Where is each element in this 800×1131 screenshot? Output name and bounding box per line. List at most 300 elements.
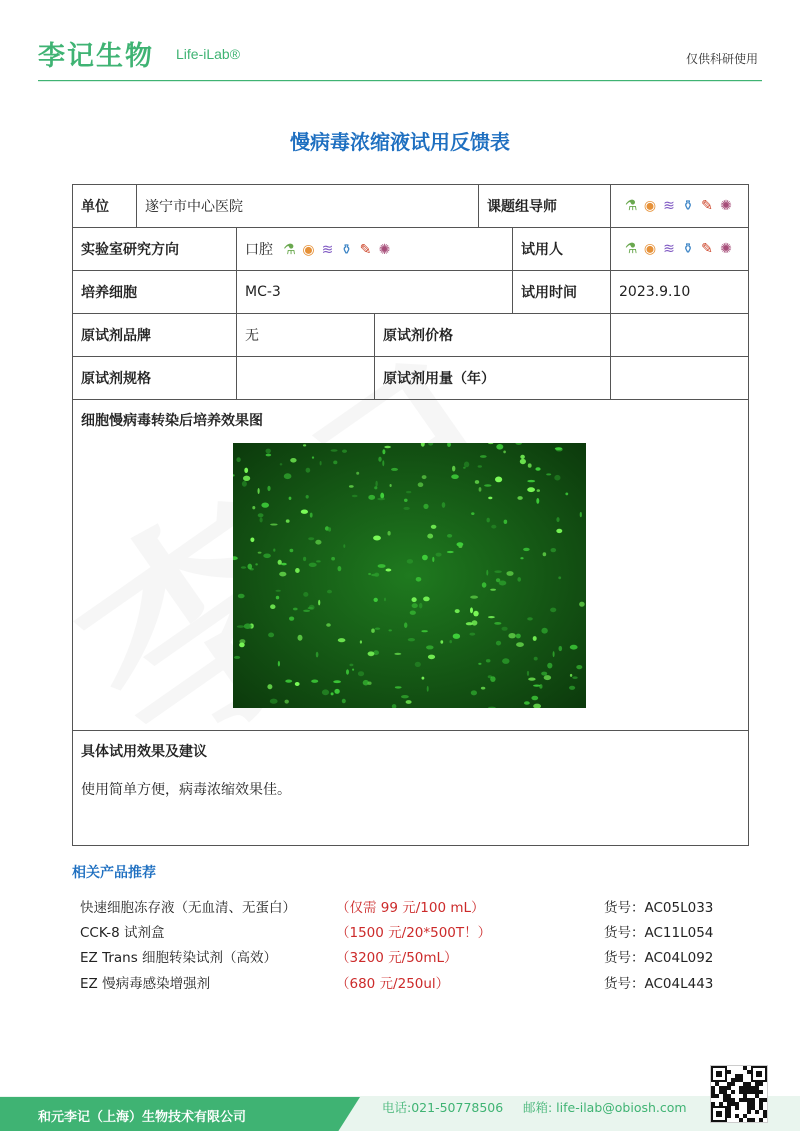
suggestion-text: 使用简单方便，病毒浓缩效果佳。 — [81, 782, 291, 798]
cell-spot — [506, 571, 513, 576]
lab-direction-cell — [237, 228, 513, 271]
product-price: （3200 元/50mL） — [336, 950, 458, 966]
cell-spot — [328, 527, 331, 531]
cell-spot — [572, 676, 577, 679]
qr-module — [763, 1110, 767, 1114]
cell-spot — [293, 608, 298, 611]
cell-spot — [349, 485, 354, 488]
cell-spot — [537, 489, 540, 492]
cell-spot — [285, 700, 289, 704]
orig-usage-label: 原试剂用量（年） — [375, 357, 611, 400]
beaker-icon: ⚱ — [340, 242, 353, 258]
qr-module — [739, 1118, 743, 1122]
qr-module — [747, 1082, 751, 1086]
cell-spot — [260, 518, 263, 523]
lab-direction-label: 实验室研究方向 — [73, 228, 237, 271]
cell-spot — [482, 582, 487, 587]
atom-icon: ✺ — [720, 198, 732, 214]
cell-spot — [544, 675, 551, 680]
cell-spot — [238, 594, 245, 599]
cell-spot — [471, 512, 474, 515]
product-name: EZ Trans 细胞转染试剂（高效） — [80, 950, 278, 966]
qr-module — [723, 1086, 727, 1090]
trial-user-value — [611, 228, 749, 271]
footer-phone: 电话:021-50778506 — [382, 1100, 504, 1115]
cell-spot — [442, 502, 446, 508]
cell-spot — [527, 487, 535, 492]
cell-spot — [258, 513, 264, 517]
cell-spot — [394, 653, 401, 655]
cell-spot — [427, 534, 433, 539]
qr-module — [759, 1118, 763, 1122]
lab-direction-value: 口腔 — [245, 242, 273, 258]
product-price: （680 元/250ul） — [336, 976, 450, 992]
cell-spot — [480, 455, 487, 458]
trial-time-label: 试用时间 — [513, 271, 611, 314]
qr-module — [755, 1094, 759, 1098]
cell-spot — [270, 604, 275, 609]
qr-module — [739, 1090, 743, 1094]
cell-spot — [463, 467, 466, 469]
footer-company: 和元李记（上海）生物技术有限公司 — [38, 1110, 247, 1125]
research-only-note: 仅供科研使用 — [685, 52, 758, 66]
cell-spot — [263, 554, 271, 559]
cell-spot — [410, 611, 416, 615]
cell-spot — [408, 638, 415, 641]
cell-spot — [298, 635, 303, 641]
qr-module — [747, 1090, 751, 1094]
cell-spot — [315, 540, 321, 545]
qr-code — [710, 1065, 768, 1123]
orig-spec-label: 原试剂规格 — [73, 357, 237, 400]
pi-label: 课题组导师 — [479, 185, 611, 228]
suggestion-section — [73, 731, 749, 846]
qr-module — [727, 1094, 731, 1098]
cell-spot — [303, 610, 310, 612]
cell-spot — [273, 549, 275, 552]
cell-spot — [382, 460, 384, 466]
header-divider-shadow — [38, 81, 762, 82]
qr-module — [755, 1110, 759, 1114]
cell-spot — [289, 497, 292, 500]
cell-spot — [495, 477, 502, 483]
cell-spot — [490, 589, 496, 591]
orig-spec-value — [237, 357, 375, 400]
qr-module — [751, 1098, 755, 1102]
beaker-icon: ⚱ — [682, 198, 694, 214]
qr-module — [747, 1110, 751, 1114]
qr-module — [759, 1082, 763, 1086]
cell-spot — [375, 481, 377, 487]
qr-module — [759, 1090, 763, 1094]
qr-module — [727, 1114, 731, 1118]
icon-strip — [281, 241, 392, 259]
cell-spot — [447, 534, 452, 538]
cell-spot — [389, 629, 392, 631]
image-section-label: 细胞慢病毒转染后培养效果图 — [81, 413, 263, 429]
qr-module — [731, 1102, 735, 1106]
related-products-title: 相关产品推荐 — [72, 865, 156, 881]
cell-spot — [327, 590, 332, 594]
cell-spot — [278, 661, 280, 667]
qr-module — [755, 1086, 759, 1090]
logo-text: 李记生物 — [38, 41, 154, 72]
cell-spot — [377, 498, 385, 500]
trial-time-value: 2023.9.10 — [611, 271, 749, 314]
cell-spot — [481, 687, 485, 690]
cell-spot — [416, 577, 422, 582]
cell-spot — [452, 466, 455, 472]
atom-icon: ✺ — [378, 242, 391, 258]
cell-spot — [579, 602, 585, 607]
cell-spot — [473, 611, 478, 617]
flask-icon: ⚗ — [624, 198, 638, 214]
cell-spot — [373, 536, 381, 541]
cell-spot — [378, 564, 386, 568]
cell-spot — [484, 484, 491, 487]
cell-spot — [268, 633, 274, 638]
product-code: 货号：AC04L443 — [604, 976, 714, 992]
trial-user-label: 试用人 — [513, 228, 611, 271]
cell-spot — [496, 641, 501, 646]
cell-spot — [528, 463, 532, 467]
cell-spot — [559, 646, 563, 651]
cell-spot — [241, 566, 246, 569]
cell-spot — [301, 510, 308, 514]
cell-spot — [556, 517, 559, 522]
cell-spot — [470, 607, 473, 613]
beaker-icon: ⚱ — [682, 241, 694, 257]
cell-spot — [310, 513, 313, 518]
unit-value: 遂宁市中心医院 — [137, 185, 479, 228]
cell-spot — [248, 564, 253, 570]
qr-module — [711, 1086, 715, 1090]
cell-spot — [331, 692, 334, 695]
cell-spot — [517, 496, 522, 500]
cell-spot — [453, 634, 460, 639]
cell-spot — [338, 566, 342, 571]
cell-spot — [368, 495, 375, 500]
cell-spot — [504, 520, 508, 524]
cell-spot — [320, 461, 322, 465]
cell-spot — [502, 658, 509, 664]
orig-brand-value: 无 — [237, 314, 375, 357]
qr-module — [735, 1102, 739, 1106]
page-title: 慢病毒浓缩液试用反馈表 — [290, 130, 510, 154]
cell-spot — [469, 633, 475, 636]
cell-spot — [428, 655, 435, 660]
qr-module — [743, 1090, 747, 1094]
cell-spot — [368, 651, 375, 656]
cell-spot — [390, 484, 392, 487]
cell-spot — [290, 549, 294, 552]
cell-spot — [556, 447, 563, 451]
cell-spot — [554, 475, 560, 481]
orig-brand-label: 原试剂品牌 — [73, 314, 237, 357]
cell-spot — [322, 689, 329, 695]
qr-module — [747, 1086, 751, 1090]
cell-spot — [316, 560, 321, 562]
cell-spot — [374, 598, 378, 602]
cell-spot — [356, 472, 359, 475]
cell-spot — [406, 700, 412, 704]
cell-spot — [536, 498, 539, 504]
cell-spot — [508, 633, 515, 638]
qr-module — [735, 1078, 739, 1082]
cell-spot — [309, 563, 317, 567]
cell-spot — [431, 525, 437, 529]
cell-spot — [558, 576, 561, 579]
cell-spot — [280, 463, 283, 465]
cell-spot — [378, 457, 381, 462]
cell-spot — [457, 542, 464, 546]
cell-spot — [449, 640, 452, 643]
cell-spot — [494, 622, 501, 625]
qr-module — [751, 1118, 755, 1122]
dna-icon: ≋ — [663, 198, 675, 214]
cell-spot — [478, 663, 481, 665]
suggestion-label: 具体试用效果及建议 — [81, 744, 207, 760]
cell-spot — [258, 552, 262, 554]
cell-spot — [528, 678, 535, 681]
cell-spot — [333, 461, 337, 465]
footer-email: 邮箱: life-ilab@obiosh.com — [523, 1100, 687, 1115]
product-name: EZ 慢病毒感染增强剂 — [80, 976, 211, 992]
qr-module — [735, 1106, 739, 1110]
cell-spot — [371, 629, 375, 633]
cell-spot — [258, 488, 260, 494]
qr-module — [751, 1102, 755, 1106]
flask-icon: ⚗ — [624, 241, 638, 257]
cell-spot — [255, 563, 258, 565]
qr-module — [723, 1090, 727, 1094]
qr-module — [719, 1090, 723, 1094]
cell-spot — [306, 468, 311, 473]
cell-spot — [331, 449, 338, 451]
cell-spot — [239, 639, 245, 644]
cell-spot — [285, 680, 292, 683]
cell-spot — [496, 444, 503, 450]
product-row — [0, 946, 800, 966]
cell-spot — [524, 701, 530, 705]
cell-spot — [427, 686, 429, 692]
product-code: 货号：AC11L054 — [604, 925, 714, 941]
cell-spot — [546, 473, 551, 475]
cell-spot — [422, 677, 425, 680]
cell-spot — [388, 531, 391, 536]
cell-spot — [312, 456, 314, 458]
cell-spot — [553, 651, 555, 657]
cell-spot — [576, 665, 582, 669]
qr-module — [751, 1086, 755, 1090]
cell-spot — [547, 663, 552, 669]
product-price: （1500 元/20*500T！） — [336, 925, 492, 941]
product-price: （仅需 99 元/100 mL） — [336, 900, 485, 916]
pipette-icon: ✎ — [701, 198, 713, 214]
qr-module — [759, 1106, 763, 1110]
cell-spot — [252, 506, 255, 509]
cell-spot — [539, 684, 542, 689]
qr-module — [755, 1090, 759, 1094]
cell-spot — [517, 577, 521, 582]
cell-spot — [276, 596, 279, 600]
cell-spot — [491, 525, 496, 529]
cell-spot — [270, 699, 278, 704]
cell-spot — [516, 634, 521, 639]
cell-spot — [516, 642, 524, 647]
cell-spot — [374, 486, 377, 489]
cell-spot — [279, 572, 286, 577]
orig-price-value — [611, 314, 749, 357]
cell-spot — [490, 676, 495, 682]
cell-spot — [395, 686, 402, 688]
qr-module — [723, 1098, 727, 1102]
cell-spot — [550, 608, 556, 613]
cell-spot — [375, 628, 380, 630]
qr-module — [719, 1086, 723, 1090]
product-row — [0, 896, 800, 916]
qr-module — [711, 1094, 715, 1098]
product-row — [0, 972, 800, 992]
cell-spot — [570, 674, 572, 677]
cell-spot — [406, 491, 411, 493]
cell-spot — [486, 570, 488, 576]
cell-spot — [527, 617, 533, 620]
cell-spot — [404, 622, 407, 628]
pi-value — [611, 185, 749, 228]
qr-module — [747, 1118, 751, 1122]
qr-finder-center — [716, 1111, 722, 1117]
qr-module — [743, 1082, 747, 1086]
qr-module — [731, 1082, 735, 1086]
cell-spot — [423, 504, 428, 509]
cell-spot — [502, 627, 508, 631]
cell-spot — [267, 486, 270, 491]
product-code: 货号：AC05L033 — [604, 900, 714, 916]
cell-spot — [499, 581, 507, 586]
cell-spot — [352, 669, 354, 671]
cell-spot — [418, 482, 424, 487]
qr-module — [711, 1102, 715, 1106]
cell-spot — [520, 455, 525, 459]
cell-spot — [486, 659, 491, 662]
icon-strip — [623, 197, 734, 215]
qr-module — [727, 1098, 731, 1102]
qr-module — [743, 1066, 747, 1070]
qr-module — [743, 1094, 747, 1098]
cell-spot — [358, 671, 364, 676]
qr-module — [727, 1106, 731, 1110]
cell-spot — [488, 497, 492, 500]
product-row — [0, 921, 800, 941]
cell-spot — [242, 481, 247, 487]
cell-spot — [527, 671, 529, 676]
cell-spot — [349, 664, 353, 667]
cell-spot — [267, 684, 272, 689]
cell-spot — [237, 625, 244, 628]
qr-module — [731, 1090, 735, 1094]
cell-spot — [363, 680, 369, 686]
cell-spot — [266, 449, 271, 454]
cell-spot — [422, 475, 427, 479]
cell-spot — [261, 503, 269, 508]
qr-module — [747, 1106, 751, 1110]
pipette-icon: ✎ — [701, 241, 713, 257]
qr-module — [759, 1102, 763, 1106]
fluorescence-micrograph — [233, 443, 586, 708]
cell-spot — [503, 451, 506, 454]
product-name: CCK-8 试剂盒 — [80, 925, 165, 941]
cell-spot — [333, 680, 341, 683]
cell-spot — [290, 458, 296, 463]
qr-module — [715, 1094, 719, 1098]
cell-spot — [266, 454, 272, 457]
qr-module — [727, 1082, 731, 1086]
cell-spot — [535, 467, 540, 471]
cell-spot — [432, 557, 434, 562]
qr-module — [739, 1078, 743, 1082]
cell-spot — [478, 465, 482, 467]
cell-spot — [403, 507, 409, 510]
cell-spot — [346, 669, 349, 674]
cell-spot — [422, 555, 428, 561]
qr-module — [751, 1106, 755, 1110]
qr-module — [743, 1098, 747, 1102]
qr-module — [763, 1098, 767, 1102]
cell-spot — [342, 450, 347, 453]
cell-spot — [421, 630, 428, 632]
cell-spot — [451, 474, 459, 479]
cell-spot — [419, 603, 422, 609]
cell-spot — [447, 551, 454, 553]
cell-spot — [236, 457, 240, 462]
cell-spot — [415, 662, 421, 667]
cell-spot — [533, 636, 537, 641]
cell-spot — [569, 686, 575, 690]
cell-spot — [382, 449, 385, 454]
qr-module — [755, 1082, 759, 1086]
cell-spot — [316, 652, 319, 658]
cell-spot — [380, 493, 384, 499]
cell-spot — [464, 462, 469, 468]
cell-spot — [281, 563, 287, 566]
logo-subtext: Life-iLab® — [176, 46, 241, 62]
cell-spot — [551, 548, 557, 552]
qr-module — [759, 1098, 763, 1102]
icon-strip — [623, 240, 734, 258]
cell-spot — [384, 598, 386, 602]
qr-module — [727, 1110, 731, 1114]
cell-icon: ◉ — [302, 242, 315, 258]
cell-spot — [295, 682, 300, 686]
qr-module — [727, 1070, 731, 1074]
cell-spot — [284, 473, 292, 479]
cell-spot — [289, 617, 294, 621]
atom-icon: ✺ — [720, 241, 732, 257]
cell-spot — [343, 544, 345, 548]
cell-spot — [520, 557, 523, 559]
qr-module — [747, 1070, 751, 1074]
cell-spot — [311, 680, 318, 683]
qr-module — [735, 1114, 739, 1118]
dna-icon: ≋ — [321, 242, 334, 258]
qr-module — [747, 1098, 751, 1102]
cell-spot — [334, 689, 339, 694]
qr-module — [719, 1102, 723, 1106]
qr-module — [727, 1086, 731, 1090]
cell-spot — [308, 607, 314, 609]
dna-icon: ≋ — [663, 241, 675, 257]
